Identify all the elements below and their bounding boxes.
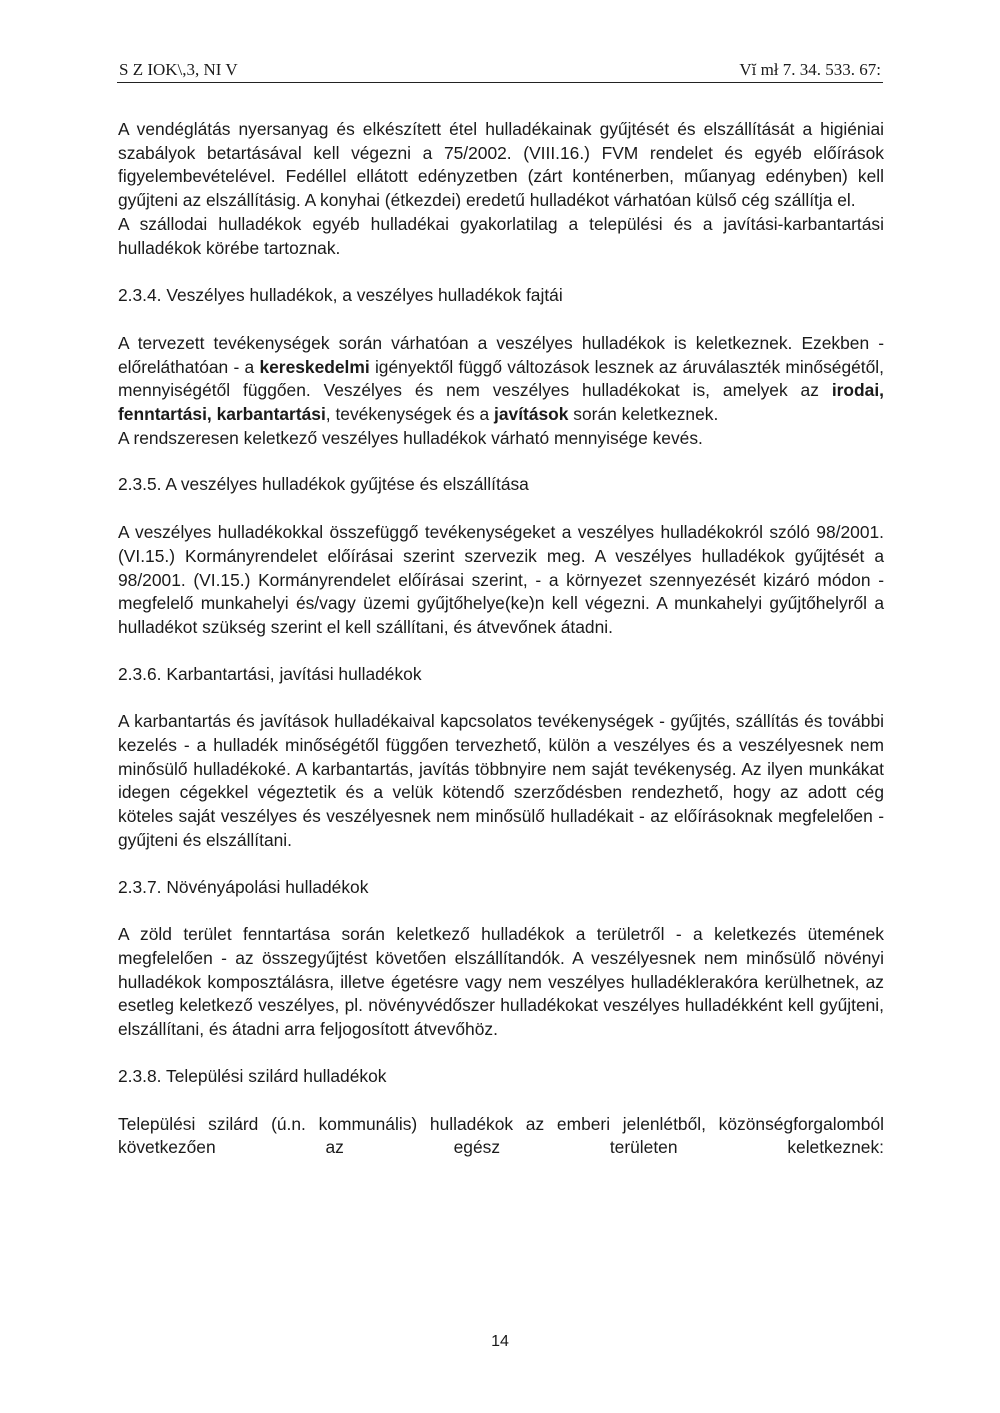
main-content xyxy=(118,118,884,1160)
paragraph-hazardous-collection: A veszélyes hulladékokkal összefüggő tevékenységeket a veszélyes hulladékokról szóló 98/2001. (VI.15.) Kormányrendelet előírásai szerint szervezik meg. A veszélyes hulladékok gyűjtését a 98/2001. (VI.15.) Kormányrendelet előírásai szerint, - a környezet szennyezését kizáró módon - megfelelő munkahelyi és/vagy üzemi gyűjtőhelye(ke)n kell végezni. A munkahelyi gyűjtőhelyről a hulladékot szükség szerint el kell szállítani, és átvevőnek átadni. xyxy=(118,522,884,637)
paragraph-municipal-waste: Települési szilárd (ú.n. kommunális) hulladékok az emberi jelenlétből, közönségforgalomból következően az egész területen keletkeznek: xyxy=(118,1113,884,1158)
page-number: 14 xyxy=(491,1333,509,1350)
paragraph-hotel-waste: A szállodai hulladékok egyéb hulladékai gyakorlatilag a települési és a javítási-karbantartási hulladékok körébe tartoznak. xyxy=(118,213,884,258)
paragraph-catering-waste: A vendéglátás nyersanyag és elkészített étel hulladékainak gyűjtését és elszállítását a higiéniai szabályok betartásával kell végezni a 75/2002. (VIII.16.) FVM rendelet és egyéb előírások figyelembevételével. Fedéllel ellátott edényzetben (zárt konténerben, műanyag edényben) kell gyűjteni az elszállításig. A konyhai (étkezdei) eredetű hulladékot várhatóan külső cég szállítja el. xyxy=(118,119,884,211)
heading-2-3-5: 2.3.5. A veszélyes hulladékok gyűjtése és elszállítása xyxy=(118,474,529,495)
header-left-text: S Z IOK\,3, NI V xyxy=(119,60,238,79)
header-right-text: Vĭ mł 7. 34. 533. 67: xyxy=(739,60,881,79)
heading-2-3-8: 2.3.8. Települési szilárd hulladékok xyxy=(118,1065,387,1086)
heading-2-3-4: 2.3.4. Veszélyes hulladékok, a veszélyes hulladékok fajtái xyxy=(118,285,563,306)
heading-2-3-7: 2.3.7. Növényápolási hulladékok xyxy=(118,876,369,897)
bold-kereskedelmi: kereskedelmi xyxy=(259,356,370,377)
paragraph-hazardous-types: A tervezett tevékenységek során várhatóan a veszélyes hulladékok is keletkeznek. Ezekben - előreláthatóan - a kereskedelmi igényektől függő változások lesznek az áruválaszték minőségétől, mennyiségétől függően. Veszélyes és nem veszélyes hulladékokat is, amelyek az irodai, fenntartási, karbantartási, tevékenységek és a javítások során keletkeznek. xyxy=(118,332,884,425)
paragraph-hazardous-quantity: A rendszeresen keletkező veszélyes hulladékok várható mennyisége kevés. xyxy=(118,427,703,448)
bold-javitasok: javítások xyxy=(494,404,569,425)
paragraph-plant-waste: A zöld terület fenntartása során keletkező hulladékok a területről - a keletkezés ütemének megfelelően - az összegyűjtést követően elszállítandók. A veszélyesnek nem minősülő növényi hulladékok komposztálásra, illetve égetésre vagy nem veszélyes hulladéklerakóra kerülhetnek, az esetleg keletkező veszélyes, pl. növényvédőszer hulladékokat veszélyes hulladékként kell gyűjteni, elszállítani, és átadni arra feljogosított átvevőhöz. xyxy=(118,924,884,1040)
heading-2-3-6: 2.3.6. Karbantartási, javítási hulladékok xyxy=(118,663,422,684)
paragraph-maintenance-waste: A karbantartás és javítások hulladékaival kapcsolatos tevékenységek - gyűjtés, szállítás és további kezelés - a hulladék minőségétől függően tervezhető, külön a veszélyes és a veszélyesnek nem minősülő hulladékoké. A karbantartás, javítás többnyire nem saját tevékenység. Az ilyen munkákat idegen cégekkel végeztetik és a velük kötendő szerződésben rendezhető, hogy az adott cég köteles saját veszélyes és veszélyesnek nem minősülő hulladékait - az előírásoknak megfelelően - gyűjteni és elszállítani. xyxy=(118,711,884,850)
page-header xyxy=(117,60,883,83)
bold-irodai: irodai, fenntartási, karbantartási xyxy=(118,380,884,425)
